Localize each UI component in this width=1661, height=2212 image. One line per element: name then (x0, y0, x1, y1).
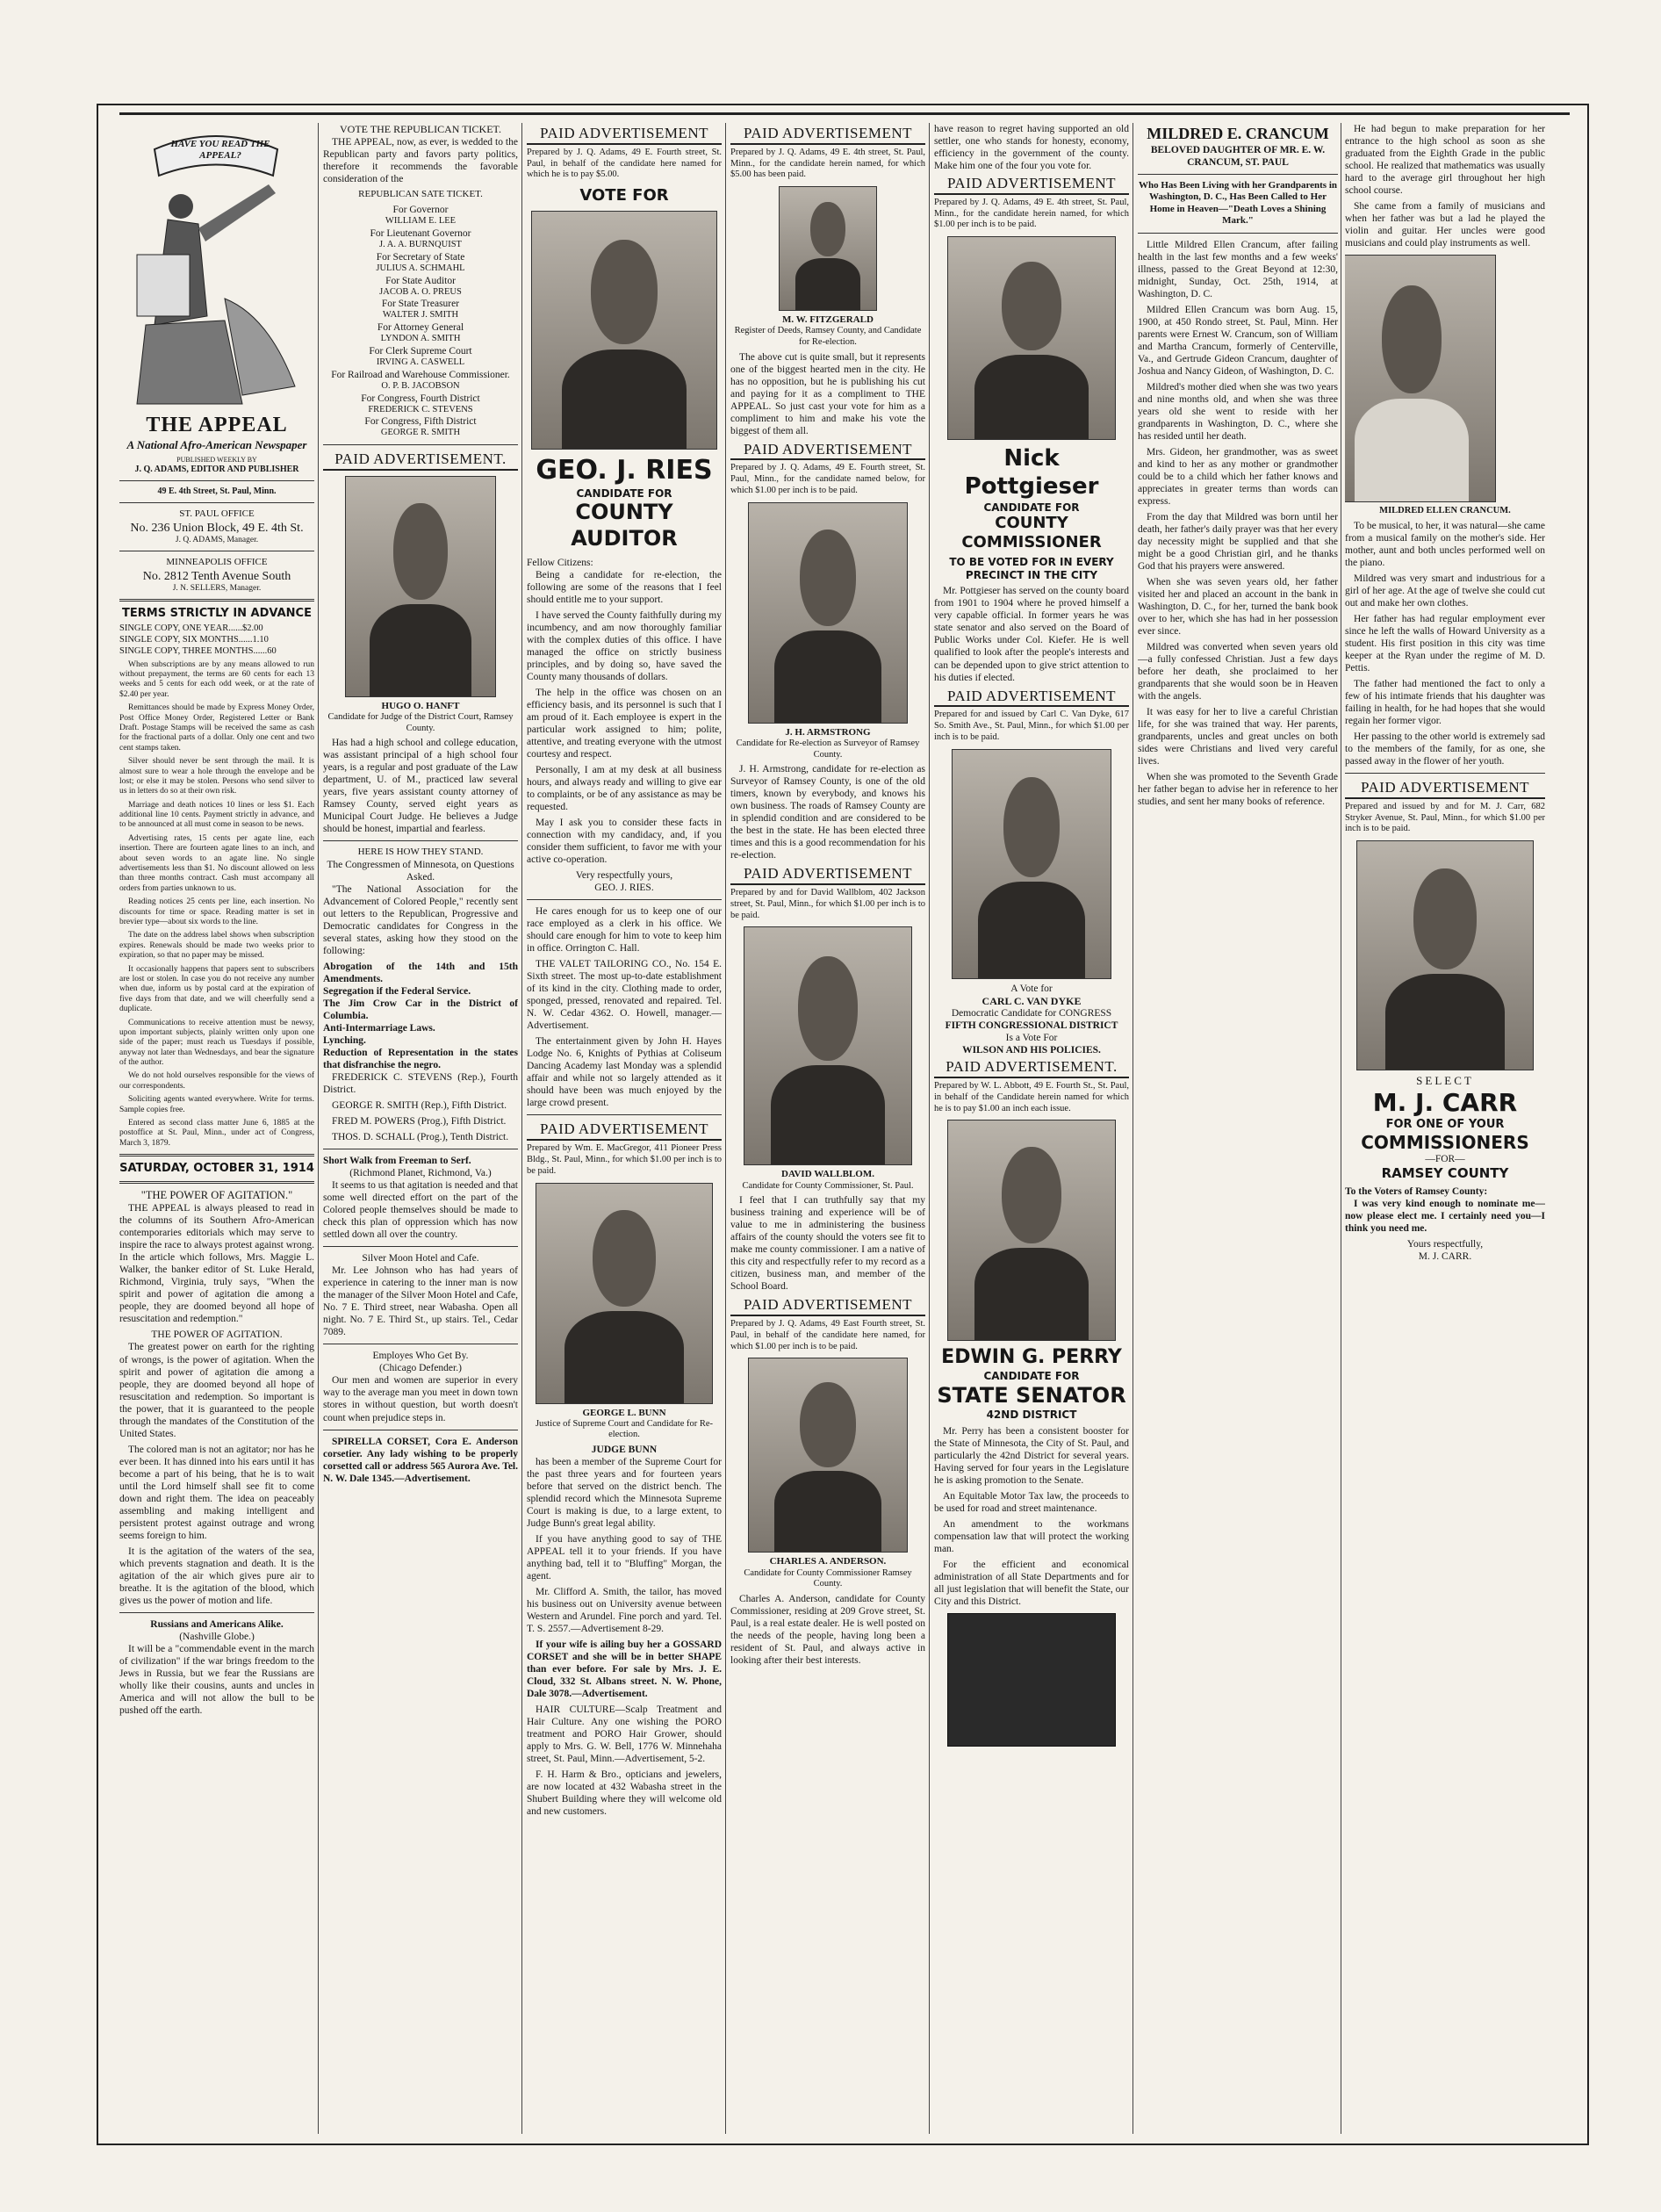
bunn-prepared: Prepared by Wm. E. MacGregor, 411 Pioneer Press Bldg., St. Paul, Minn., for which $1.00 per inch is to be paid. (527, 1143, 722, 1176)
column-crancum-cont (1345, 123, 1545, 1263)
perry-item: For the efficient and economical administration of all State Departments and for all just legislation that will benefit the State, our City and this District. (934, 1559, 1129, 1608)
carr-office: COMMISSIONERS (1361, 1132, 1529, 1154)
mpls-heading: MINNEAPOLIS OFFICE (166, 557, 268, 568)
anderson-portrait (748, 1358, 908, 1553)
ticket-office: For Governor (392, 205, 449, 216)
terms-paragraph: Remittances should be made by Express Money Order, Post Office Money Order, Registered Letter or Bank Draft. Postage Stamps will be received the same as cash for the fractional parts of a dollar. Only one cent and two cent stamps taken. (119, 703, 314, 753)
top-rule (119, 112, 1570, 115)
spirella-ad: SPIRELLA CORSET, Cora E. Anderson corsetier. Any lady wishing to be properly corsetted call or address 565 Aurora Ave. Tel. N. W. Dale 1345.—Advertisement. (323, 1436, 518, 1484)
crancum-paragraph: Mrs. Gideon, her grandmother, was as sweet and kind to her as any mother or grandmother could be to a child which her father knows and appreciates in greater terms than words can express. (1138, 446, 1338, 507)
pottgieser-portrait (947, 236, 1116, 440)
fitzgerald-text: The above cut is quite small, but it represents one of the biggest hearted men in the city. He has no opposition, but he is publishing his cut and paying for it as a compliment to THE APPEAL. So just cast your vote for him as a compliment to him and make his vote the biggest of them all. (730, 351, 925, 436)
pottgieser-office: COUNTY COMMISSIONER (961, 514, 1102, 552)
crancum-paragraph: To be musical, to her, it was natural—she came from a musical family on the mother's side. Her mother, aunt and both uncles performed well on the piano. (1345, 520, 1545, 568)
editorial-subhead: THE POWER OF AGITATION. (151, 1329, 283, 1341)
ticket-name: IRVING A. CASWELL (376, 357, 465, 367)
wallblom-portrait (744, 926, 912, 1165)
carr-signature: M. J. CARR. (1418, 1250, 1472, 1262)
column-rule (521, 123, 522, 2134)
terms-paragraph: Communications to receive attention must be newsy, upon important subjects, plainly written only upon one side of the paper; must reach us Tuesdays if possible, anyway not later than Wednesdays, and bear the signature of the author. (119, 1018, 314, 1068)
masthead-banner: HAVE YOU READ THE APPEAL? (170, 139, 270, 162)
ries-office: COUNTY AUDITOR (571, 500, 678, 551)
wallblom-text: I feel that I can truthfully say that my business training and experience will be of value to me in administering the business affairs of the county should the voters see fit to make me county commissioner. I am a native of this city and respectfully refer to my record as a citizen, business man, and member of the School Board. (730, 1195, 925, 1293)
editorial-intro: THE APPEAL is always pleased to read in the columns of its Southern Afro-American contemporaries editorials which may serve to inspire the race to always protest against wrong. In the article which follows, Mrs. Maggie L. Walker, the banker editor of St. Luke Herald, Richmond, Virginia, truly says, "When the spirit and power of agitation die among a people, they are doomed beyond all hope of resuscitation and redemption." (119, 1203, 314, 1325)
crancum-photo-caption: MILDRED ELLEN CRANCUM. (1379, 506, 1511, 516)
howstand-answer: FREDERICK C. STEVENS (Rep.), Fourth District. (323, 1072, 518, 1096)
terms-paragraph: We do not hold ourselves responsible for the views of our correspondents. (119, 1071, 314, 1091)
dateline: SATURDAY, OCTOBER 31, 1914 (119, 1162, 314, 1176)
ticket-office: For Clerk Supreme Court (369, 345, 472, 357)
terms-rate: SINGLE COPY, THREE MONTHS......60 (119, 645, 277, 656)
ticket-intro: THE APPEAL, now, as ever, is wedded to the Republican party and favors party politics, therefore it recommends the favorable consideration of the (323, 136, 518, 184)
ries-paragraph: I have served the County faithfully during my incumbency, and am now thoroughly familiar with the complex duties of this office. I have managed the office on strictly business principles, and by doing so, have saved the County many thousands of dollars. (527, 609, 722, 682)
bunn-text: has been a member of the Supreme Court for the past three years and for fourteen years before that served on the district bench. The splendid record which the Minnesota Supreme Court is making is due, to a large extent, to Judge Bunn's great legal ability. (527, 1457, 722, 1530)
ries-paragraph: Personally, I am at my desk at all business hours, and always ready and willing to give ear to complaints, or be of any assistance as may be requested. (527, 765, 722, 813)
editorial-paragraph: It is the agitation of the waters of the sea, which prevents stagnation and death. It is the agitation of the air which gives pure air to breathe. It is the agitation of the blood, which gives us the power of motion and life. (119, 1546, 314, 1606)
stpaul-heading: ST. PAUL OFFICE (179, 508, 255, 520)
column-ries (527, 123, 722, 1821)
terms-rate: SINGLE COPY, SIX MONTHS......1.10 (119, 635, 269, 645)
carr-dash: —FOR— (1425, 1154, 1465, 1165)
misc-item: The entertainment given by John H. Hayes Lodge No. 6, Knights of Pythias at Coliseum Dancing Academy last Monday was a splendid affair and while not so largely attended as it should have been was much enjoyed by the large crowd present. (527, 1036, 722, 1109)
wallblom-name: DAVID WALLBLOM. (781, 1169, 874, 1180)
column-rule (929, 123, 930, 2134)
paid-ad-heading: PAID ADVERTISEMENT (934, 175, 1129, 195)
terms-paragraph: Entered as second class matter June 6, 1885 at the postoffice at St. Paul, Minn., under act of Congress, March 3, 1879. (119, 1119, 314, 1148)
pottgieser-tagline: TO BE VOTED FOR IN EVERY PRECINCT IN THE CITY (949, 556, 1114, 581)
ries-candidate: CANDIDATE FOR (576, 486, 672, 500)
fitzgerald-prepared: Prepared by J. Q. Adams, 49 E. 4th street, St. Paul, Minn., for the candidate herein named, for which $5.00 has been paid. (730, 147, 925, 180)
misc-item: He cares enough for us to keep one of our race employed as a clerk in his office. We should care enough for him to vote to keep him in office. Orrington C. Hall. (527, 906, 722, 955)
column-candidates (934, 123, 1129, 1752)
vandyke-line: Is a Vote For (1005, 1033, 1058, 1044)
ries-portrait (531, 211, 717, 450)
perry-prepared: Prepared by W. L. Abbott, 49 E. Fourth St., St. Paul, in behalf of the Candidate herein named for which he is to pay $1.00 an inch each issue. (934, 1081, 1129, 1113)
serf-source: (Richmond Planet, Richmond, Va.) (349, 1168, 492, 1179)
ries-closing: Very respectfully yours, (575, 870, 673, 882)
russians-source: (Nashville Globe.) (179, 1631, 255, 1642)
fitzgerald-caption-block (730, 314, 925, 348)
crancum-sub: BELOVED DAUGHTER OF MR. E. W. CRANCUM, ST. PAUL (1150, 144, 1326, 168)
ries-signature: GEO. J. RIES. (594, 883, 654, 894)
perry-illustration (947, 1613, 1116, 1747)
terms-rate: SINGLE COPY, ONE YEAR......$2.00 (119, 623, 263, 634)
crancum-dek: Who Has Been Living with her Grandparents in Washington, D. C., Has Been Called to Her Home in Heaven—"Death Loves a Shining Mark." (1138, 179, 1338, 227)
hanft-caption-block (323, 701, 518, 734)
ticket-name: WILLIAM E. LEE (385, 216, 457, 227)
crancum-title: MILDRED E. CRANCUM (1147, 125, 1329, 142)
howstand-sub: The Congressmen of Minnesota, on Questions Asked. (327, 859, 514, 883)
terms-paragraph: Silver should never be sent through the mail. It is almost sure to wear a hole through the envelope and be lost; or else it may be stolen. Persons who send silver to us in letters do so at their own risk. (119, 757, 314, 796)
crancum-paragraph: Mildred was very smart and industrious for a girl of her age. At the age of twelve she could cut out and make her own clothes. (1345, 573, 1545, 609)
employes-text: Our men and women are superior in every way to the average man you meet in down town stores in without question, but worth doesn't count when prejudice steps in. (323, 1375, 518, 1423)
bunn-caption: Justice of Supreme Court and Candidate for Re-election. (535, 1418, 714, 1440)
ticket-office: For Railroad and Warehouse Commissioner. (331, 369, 510, 380)
howstand-item: Reduction of Representation in the states that disfranchise the negro. (323, 1048, 518, 1071)
ries-name: GEO. J. RIES (536, 455, 713, 486)
masthead-title: THE APPEAL (146, 414, 288, 436)
ticket-name: GEORGE R. SMITH (380, 428, 461, 438)
terms-heading: TERMS STRICTLY IN ADVANCE (122, 607, 312, 621)
ticket-office: For State Auditor (385, 275, 456, 286)
crancum-portrait (1345, 255, 1496, 502)
fitzgerald-portrait (779, 186, 877, 311)
masthead-published: PUBLISHED WEEKLY BY (176, 456, 257, 465)
anderson-text: Charles A. Anderson, candidate for County Commissioner, residing at 209 Grove street, St. Paul, is a real estate dealer. He is well posted on the needs of the people, having long been a resident of St. Paul, and always active in looking after their best interests. (730, 1593, 925, 1666)
ticket-title: VOTE THE REPUBLICAN TICKET. (340, 123, 501, 135)
crancum-paragraph: Mildred was converted when seven years old—a fully confessed Christian. Just a few days before her death, she proclaimed to her grandparents that she would soon be in Heaven with the angels. (1138, 642, 1338, 703)
employes-title: Employes Who Get By. (372, 1351, 469, 1362)
carr-name: M. J. CARR (1372, 1088, 1518, 1118)
masthead-address: 49 E. 4th Street, St. Paul, Minn. (157, 486, 277, 497)
armstrong-caption-block (730, 727, 925, 760)
column-rule (725, 123, 726, 2134)
ticket-office: For Attorney General (377, 322, 464, 334)
stpaul-manager: J. Q. ADAMS, Manager. (175, 535, 259, 544)
howstand-item: Anti-Intermarriage Laws. (323, 1023, 435, 1034)
crancum-paragraph: Little Mildred Ellen Crancum, after failing health in the last few months and a few weeks' illness, passed to the Great Beyond at 12:30, midnight, Sunday, Oct. 25th, 1914, at Washington, D. C. (1138, 239, 1338, 299)
terms-paragraph: The date on the address label shows when subscription expires. Renewals should be made two weeks prior to expiration, so that no paper may be missed. (119, 931, 314, 961)
editorial-paragraph: The colored man is not an agitator; nor has he ever been. It has dinned into his ears until it has become a part of his being, that he is to wait until the Lord himself shall see fit to come down and right them. The idea on peaceably assembling and making intelligent and persistent protest against outrage and wrong seems foreign to him. (119, 1444, 314, 1541)
column-county (730, 123, 925, 1670)
editorial-paragraph: The greatest power on earth for the righting of wrongs, is the power of agitation. When the spirit and power of agitation die among a people, they are doomed beyond all hope of resuscitation and redemption. So important is the power, that it is guaranteed to the people through the mandates of the Constitution of the United States. (119, 1342, 314, 1439)
carr-prepared: Prepared and issued by and for M. J. Carr, 682 Stryker Avenue, St. Paul, Minn., for which $1.00 per inch is to be paid. (1345, 801, 1545, 834)
paid-ad-heading: PAID ADVERTISEMENT. (934, 1058, 1129, 1078)
perry-candidate: CANDIDATE FOR (983, 1370, 1080, 1383)
bunn-sub: JUDGE BUNN (591, 1444, 658, 1455)
russians-text: It will be a "commendable event in the march of civilization" if the war brings freedom to the Jews in Russia, but we fear the Russians are wholly like their cousins, aunts and uncles in America and will not allow the bull to be pushed off the earth. (119, 1643, 314, 1716)
bunn-name: GEORGE L. BUNN (582, 1407, 666, 1418)
silvermoon-text: Mr. Lee Johnson who has had years of experience in catering to the inner man is now the manager of the Silver Moon Hotel and Cafe, No. 7 E. Third street, near Wabasha. Open all night. No. 7 E. Third St., up stairs. Tel., Cedar 7089. (323, 1265, 518, 1338)
paid-ad-heading: PAID ADVERTISEMENT (730, 865, 925, 885)
masthead-illustration (119, 123, 314, 413)
wallblom-prepared: Prepared by and for David Wallblom, 402 Jackson street, St. Paul, Minn., for which $1.00 per inch is to be paid. (730, 887, 925, 920)
howstand-answer: FRED M. POWERS (Prog.), Fifth District. (332, 1116, 507, 1128)
misc-item: If your wife is ailing buy her a GOSSARD CORSET and she will be in better SHAPE than ever before. For sale by Mrs. J. E. Cloud, 332 St. Albans street. N. W. Phone, Dale 3078.—Advertisement. (527, 1639, 722, 1700)
ticket-office: For Lieutenant Governor (370, 227, 471, 239)
hanft-name: HUGO O. HANFT (381, 700, 460, 711)
ries-prepared: Prepared by J. Q. Adams, 49 E. Fourth street, St. Paul, in behalf of the candidate here named for which he is to pay $5.00. (527, 147, 722, 180)
anderson-name: CHARLES A. ANDERSON. (769, 1556, 887, 1567)
ries-paragraph: The help in the office was chosen on an efficiency basis, and its personnel is such that I am proud of it. Each employee is expert in the particular work assigned to him; polite, attentive, and treating everyone with the utmost courtesy and respect. (527, 687, 722, 760)
bunn-caption-block (527, 1408, 722, 1441)
ticket-office: For Congress, Fourth District (361, 393, 480, 404)
carr-portrait (1356, 840, 1534, 1070)
pottgieser-text: Mr. Pottgieser has served on the county board from 1901 to 1904 where he proved himself a very capable official. In former years he was state senator and also served on the Board of Public Works under Col. Kiefer. He is well qualified to look after the people's interests and can be depended upon to give strict attention to his duties if elected. (934, 586, 1129, 683)
ticket-office: For Congress, Fifth District (364, 416, 477, 428)
crancum-paragraph: Mildred's mother died when she was two years and nine months old, and when she was three years old she went to reside with her grandparents in Washington, D. C., where she has resided until her death. (1138, 381, 1338, 442)
perry-item: An amendment to the workmans compensation law that will protect the working man. (934, 1518, 1129, 1554)
ticket-name: JACOB A. O. PREUS (379, 286, 462, 297)
terms-paragraph: It occasionally happens that papers sent to subscribers are lost or stolen. In case you do not receive any number when due, inform us by postal card at the expiration of five days from that date, and we will cheerfully send a duplicate. (119, 964, 314, 1014)
vandyke-portrait (952, 749, 1111, 979)
crancum-paragraph: She came from a family of musicians and when her father was but a lad he played the violin and guitar. Her uncles were good musicians and could play instruments as well. (1345, 201, 1545, 249)
armstrong-name: J. H. ARMSTRONG (785, 726, 871, 738)
carr-note-title: To the Voters of Ramsey County: (1345, 1185, 1488, 1197)
ticket-office: For Secretary of State (376, 251, 465, 263)
armstrong-prepared: Prepared by J. Q. Adams, 49 E. Fourth street, St. Paul, Minn., for the candidate named below, for which $1.00 per inch is to be paid. (730, 463, 925, 495)
stpaul-address: No. 236 Union Block, 49 E. 4th St. (130, 521, 304, 535)
ticket-name: O. P. B. JACOBSON (381, 380, 460, 391)
masthead-subtitle: A National Afro-American Newspaper (126, 438, 307, 452)
mpls-address: No. 2812 Tenth Avenue South (142, 569, 291, 583)
armstrong-caption: Candidate for Re-election as Surveyor of Ramsey County. (736, 738, 920, 760)
anderson-prepared: Prepared by J. Q. Adams, 49 East Fourth street, St. Paul, in behalf of the candidate here named, for which $1.00 per inch is to be paid. (730, 1319, 925, 1351)
terms-paragraph: Soliciting agents wanted everywhere. Write for terms. Sample copies free. (119, 1095, 314, 1114)
hanft-portrait (345, 476, 496, 697)
pottgieser-prepared: Prepared by J. Q. Adams, 49 E. 4th street, St. Paul, Minn., for the candidate herein named, for which $1.00 per inch is to be paid. (934, 197, 1129, 230)
perry-name: EDWIN G. PERRY (941, 1346, 1122, 1369)
terms-paragraph: When subscriptions are by any means allowed to run without prepayment, the terms are 60 cents for each 13 weeks and 5 cents for each odd week, or at the rate of $2.40 per year. (119, 659, 314, 699)
column-rule (1132, 123, 1133, 2134)
editorial-title: "THE POWER OF AGITATION." (140, 1189, 293, 1202)
paid-ad-heading: PAID ADVERTISEMENT (1345, 779, 1545, 799)
paid-ad-heading: PAID ADVERTISEMENT (730, 441, 925, 461)
terms-paragraph: Reading notices 25 cents per line, each insertion. No discounts for time or space. Reading matter is set in brevier type—about six words to the line. (119, 897, 314, 926)
howstand-item: Segregation if the Federal Service. (323, 986, 471, 998)
crancum-paragraph: The father had mentioned the fact to only a few of his intimate friends that his daughter was failing in health, for he had hopes that she would regain her former vigor. (1345, 678, 1545, 726)
paid-ad-heading: PAID ADVERTISEMENT (934, 688, 1129, 708)
perry-district: 42ND DISTRICT (986, 1409, 1077, 1422)
crancum-paragraph: He had begun to make preparation for her entrance to the high school as soon as she graduated from the Eighth Grade in the public school. He realized that mathematics was usually hard to the average girl throughout her high school course. (1345, 124, 1545, 197)
ticket-heading: REPUBLICAN SATE TICKET. (358, 188, 483, 199)
misc-item: have reason to regret having supported an old settler, one who stands for honesty, economy, efficiency in the government of the county. Make him one of the four you vote for. (934, 124, 1129, 172)
ries-votefor: VOTE FOR (579, 186, 669, 205)
column-masthead (119, 123, 314, 1720)
vandyke-wilson: WILSON AND HIS POLICIES. (962, 1045, 1101, 1056)
howstand-item: Abrogation of the 14th and 15th Amendments. (323, 961, 518, 984)
crancum-paragraph: Her father has had regular employment ever since he left the walls of Howard University as a student. His first position in this city was time keeper at the Ryan under the regime of M. D. Pettis. (1345, 613, 1545, 674)
paid-ad-heading: PAID ADVERTISEMENT (730, 125, 925, 145)
terms-paragraph: Marriage and death notices 10 lines or less $1. Each additional line 10 cents. Payment strictly in advance, and to be announced at all must come in season to be news. (119, 800, 314, 830)
serf-text: It seems to us that agitation is needed and that some well directed effort on the part of the Colored people themselves should be made to check this plan of oppression which has now settled down all over the country. (323, 1180, 518, 1241)
carr-select: SELECT (1416, 1074, 1474, 1088)
fitzgerald-name: M. W. FITZGERALD (782, 314, 874, 326)
ticket-name: JULIUS A. SCHMAHL (376, 263, 465, 273)
masthead-publisher: J. Q. ADAMS, EDITOR AND PUBLISHER (134, 464, 299, 474)
pottgieser-name: Nick Pottgieser (964, 445, 1099, 500)
ries-greeting: Fellow Citizens: (527, 557, 593, 568)
hanft-text: Has had a high school and college education, was assistant principal of a high school four years, is a regular and post graduate of the Law department, U. of M., practiced law several years, five years assistant county attorney of Ramsey County, served eight years as Municipal Court Judge. He believes a Judge should be honest, impartial and fearless. (323, 738, 518, 835)
russians-title: Russians and Americans Alike. (150, 1618, 284, 1630)
crancum-paragraph: Mildred Ellen Crancum was born Aug. 15, 1900, at 450 Rondo street, St. Paul, Minn. Her parents were Ernest W. Crancum, son of William and Martha Crancum, formerly of Centerville, Va., and Gertrude Gideon Crancum, daughter of Joshua and Nancy Gideon, of Washington, D. C. (1138, 304, 1338, 377)
paid-ad-heading: PAID ADVERTISEMENT (730, 1296, 925, 1316)
carr-closing: Yours respectfully, (1406, 1238, 1484, 1250)
vandyke-district: FIFTH CONGRESSIONAL DISTRICT (945, 1020, 1118, 1032)
column-rule (318, 123, 319, 2134)
silvermoon-title: Silver Moon Hotel and Cafe. (362, 1253, 479, 1265)
ries-paragraph: Being a candidate for re-election, the following are some of the reasons that I feel should entitle me to your support. (527, 569, 722, 605)
terms-paragraph: Advertising rates, 15 cents per agate line, each insertion. There are fourteen agate lines to an inch, and about seven words to an agate line. No single advertisements less than $1. No discount allowed on less than three months contract. Cash must accompany all orders from parties unknown to us. (119, 833, 314, 893)
carr-note: I was very kind enough to nominate me—now please elect me. I certainly need you—I think you need me. (1345, 1198, 1545, 1234)
serf-title: Short Walk from Freeman to Serf. (323, 1156, 471, 1167)
crancum-paragraph: It was easy for her to live a careful Christian life, for she was trained that way. Her parents, grandparents, uncles and great uncles on both sides were Christians and lived very careful lives. (1138, 707, 1338, 767)
paid-ad-heading: PAID ADVERTISEMENT (527, 1120, 722, 1141)
anderson-caption-block (730, 1556, 925, 1589)
vandyke-caption: Democratic Candidate for CONGRESS (951, 1008, 1112, 1020)
perry-portrait (947, 1120, 1116, 1341)
mpls-manager: J. N. SELLERS, Manager. (172, 583, 262, 593)
paid-ad-heading: PAID ADVERTISEMENT. (323, 450, 518, 471)
crancum-paragraph: When she was seven years old, her father visited her and placed an account in the bank in Washington, D. C., for her, turned the bank book over to her, which she has had in her possession ever since. (1138, 577, 1338, 638)
perry-text: Mr. Perry has been a consistent booster for the State of Minnesota, the City of St. Paul, and particularly the 42nd District for several years. Having served for four years in the Legislature he is asking promotion to the Senate. (934, 1425, 1129, 1486)
column-ticket (323, 123, 518, 1488)
ticket-name: J. A. A. BURNQUIST (379, 239, 462, 249)
crancum-paragraph: Her passing to the other world is extremely sad to the members of the family, for as one, she passed away in the flower of her youth. (1345, 731, 1545, 767)
pottgieser-candidate: CANDIDATE FOR (983, 501, 1080, 514)
misc-item: HAIR CULTURE—Scalp Treatment and Hair Culture. Any one wishing the PORO treatment and PORO Hair Grower, should apply to Mrs. G. W. Bell, 1776 W. Minnehaha street, St. Paul, Minn.—Advertisement, 5-2. (527, 1704, 722, 1765)
misc-item: Mr. Clifford A. Smith, the tailor, has moved his business out on University avenue between Western and Arundel. Fine porch and yard. Tel. T. S. 2557.—Advertisement 8-29. (527, 1587, 722, 1635)
howstand-item: Lynching. (323, 1035, 366, 1047)
armstrong-portrait (748, 502, 908, 724)
howstand-answer: GEORGE R. SMITH (Rep.), Fifth District. (332, 1100, 507, 1112)
vandyke-vote: A Vote for (1010, 983, 1053, 994)
misc-item: F. H. Harm & Bro., opticians and jewelers, are now located at 432 Wabasha street in the Shubert Building where they will welcome old and new customers. (527, 1769, 722, 1818)
hanft-caption: Candidate for Judge of the District Court, Ramsey County. (327, 712, 514, 733)
carr-for: FOR ONE OF YOUR (1385, 1118, 1505, 1132)
column-crancum (1138, 123, 1338, 811)
ticket-name: WALTER J. SMITH (382, 310, 459, 321)
appeal-figure-icon (119, 123, 314, 413)
employes-source: (Chicago Defender.) (379, 1363, 462, 1374)
wallblom-caption-block (730, 1169, 925, 1192)
ticket-office: For State Treasurer (381, 299, 460, 310)
paid-ad-heading: PAID ADVERTISEMENT (527, 125, 722, 145)
vandyke-prepared: Prepared for and issued by Carl C. Van Dyke, 617 So. Smith Ave., St. Paul, Minn., for which $1.00 per inch is to be paid. (934, 710, 1129, 742)
ticket-name: FREDERICK C. STEVENS (368, 404, 473, 414)
vandyke-name: CARL C. VAN DYKE (982, 994, 1082, 1007)
crancum-paragraph: When she was promoted to the Seventh Grade her father began to advise her in reference to her studies, and sent her many books of reference. (1138, 772, 1338, 808)
carr-county: RAMSEY COUNTY (1381, 1165, 1509, 1182)
misc-item: If you have anything good to say of THE APPEAL tell it to your friends. If you have anything bad, tell it to "Bluffing" Morgan, the agent. (527, 1534, 722, 1582)
ticket-name: LYNDON A. SMITH (380, 334, 461, 344)
misc-item: THE VALET TAILORING CO., No. 154 E. Sixth street. The most up-to-date establishment of its kind in the city. Clothing made to order, sponged, pressed, renovated and repaired. Tel. N. W. Cedar 4362. O. Howell, manager.—Advertisement. (527, 959, 722, 1032)
wallblom-caption: Candidate for County Commissioner, St. Paul. (742, 1180, 914, 1191)
ries-paragraph: May I ask you to consider these facts in connection with my candidacy, and, if you consider them sufficient, to favor me with your active co-operation. (527, 818, 722, 866)
howstand-title: HERE IS HOW THEY STAND. (357, 847, 484, 858)
howstand-answer: THOS. D. SCHALL (Prog.), Tenth District. (332, 1132, 509, 1143)
howstand-item: The Jim Crow Car in the District of Columbia. (323, 998, 518, 1022)
bunn-portrait (536, 1183, 713, 1404)
perry-office: STATE SENATOR (937, 1382, 1126, 1408)
crancum-paragraph: From the day that Mildred was born until her death, her father's daily prayer was that her every day necessity might be supplied and that she might be a good Christian girl, and he thanks God that his prayers were answered. (1138, 511, 1338, 572)
armstrong-text: J. H. Armstrong, candidate for re-election as Surveyor of Ramsey County, is one of the old timers, known by everybody, and knows his own business. The roads of Ramsey County are in splendid condition and are considered to be the best in the state. He has been elected three times and this is a good recommendation for his re-election. (730, 764, 925, 861)
anderson-caption: Candidate for County Commissioner Ramsey County. (744, 1567, 912, 1589)
fitzgerald-caption: Register of Deeds, Ramsey County, and Candidate for Re-election. (734, 326, 922, 347)
perry-item: An Equitable Motor Tax law, the proceeds to be used for road and street maintenance. (934, 1490, 1129, 1514)
howstand-text: "The National Association for the Advancement of Colored People," recently sent out letters to the Republican, Progressive and Democratic candidates for Congress in the several states, asking how they stood on the following: (323, 883, 518, 956)
